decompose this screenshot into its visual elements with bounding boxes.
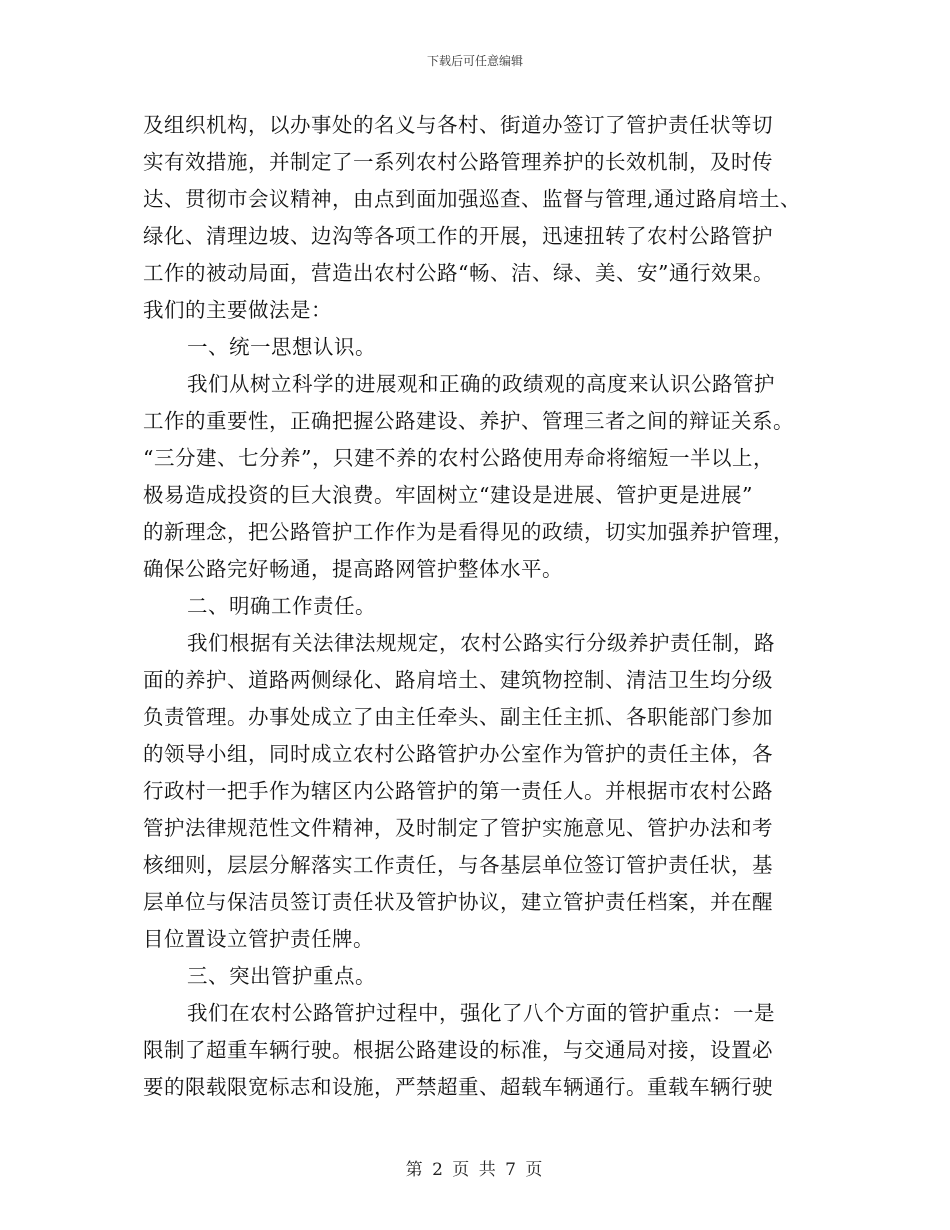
section-heading: 二、明确工作责任。 (187, 594, 376, 618)
page-header: 下载后可任意编辑 (426, 54, 523, 68)
paragraph-first-line: 我们根据有关法律法规规定，农村公路实行分级养护责任制，路 (187, 631, 775, 655)
body-line: 我们的主要做法是： (143, 298, 332, 322)
body-line: 工作的被动局面，营造出农村公路“畅、洁、绿、美、安”通行效果。 (143, 261, 774, 285)
body-line: 层单位与保洁员签订责任状及管护协议，建立管护责任档案，并在醒 (143, 890, 773, 914)
body-line: 及组织机构，以办事处的名义与各村、街道办签订了管护责任状等切 (143, 113, 773, 137)
body-line: 绿化、清理边坡、边沟等各项工作的开展，迅速扭转了农村公路管护 (143, 224, 773, 248)
body-line: 确保公路完好畅通，提高路网管护整体水平。 (143, 557, 563, 581)
page-number-footer: 第 2 页 共 7 页 (405, 1160, 545, 1180)
body-line: 的领导小组，同时成立农村公路管护办公室作为管护的责任主体，各 (143, 742, 773, 766)
section-heading: 一、统一思想认识。 (187, 335, 376, 359)
body-line: 负责管理。办事处成立了由主任牵头、副主任主抓、各职能部门参加 (143, 705, 773, 729)
body-line: 极易造成投资的巨大浪费。牢固树立“建设是进展、管护更是进展” (143, 483, 753, 507)
body-line: 管护法律规范性文件精神，及时制定了管护实施意见、管护办法和考 (143, 816, 773, 840)
body-line: 工作的重要性，正确把握公路建设、养护、管理三者之间的辩证关系。 (143, 409, 794, 433)
section-heading: 三、突出管护重点。 (187, 964, 376, 988)
body-line: 目位置设立管护责任牌。 (143, 927, 374, 951)
body-line: 限制了超重车辆行驶。根据公路建设的标准，与交通局对接，设置必 (143, 1038, 773, 1062)
body-line: “三分建、七分养”，只建不养的农村公路使用寿命将缩短一半以上， (143, 446, 774, 470)
body-line: 面的养护、道路两侧绿化、路肩培土、建筑物控制、清洁卫生均分级 (143, 668, 773, 692)
body-line: 要的限载限宽标志和设施，严禁超重、超载车辆通行。重载车辆行驶 (143, 1075, 773, 1099)
body-line: 行政村一把手作为辖区内公路管护的第一责任人。并根据市农村公路 (143, 779, 773, 803)
paragraph-first-line: 我们在农村公路管护过程中，强化了八个方面的管护重点：一是 (187, 1001, 775, 1025)
body-line: 核细则，层层分解落实工作责任，与各基层单位签订管护责任状，基 (143, 853, 773, 877)
body-line: 的新理念，把公路管护工作作为是看得见的政绩，切实加强养护管理， (143, 520, 794, 544)
paragraph-first-line: 我们从树立科学的进展观和正确的政绩观的高度来认识公路管护 (187, 372, 775, 396)
body-line: 实有效措施，并制定了一系列农村公路管理养护的长效机制，及时传 (143, 150, 773, 174)
body-line: 达、贯彻市会议精神，由点到面加强巡查、监督与管理,通过路肩培土、 (143, 187, 802, 211)
document-body (143, 107, 823, 1106)
